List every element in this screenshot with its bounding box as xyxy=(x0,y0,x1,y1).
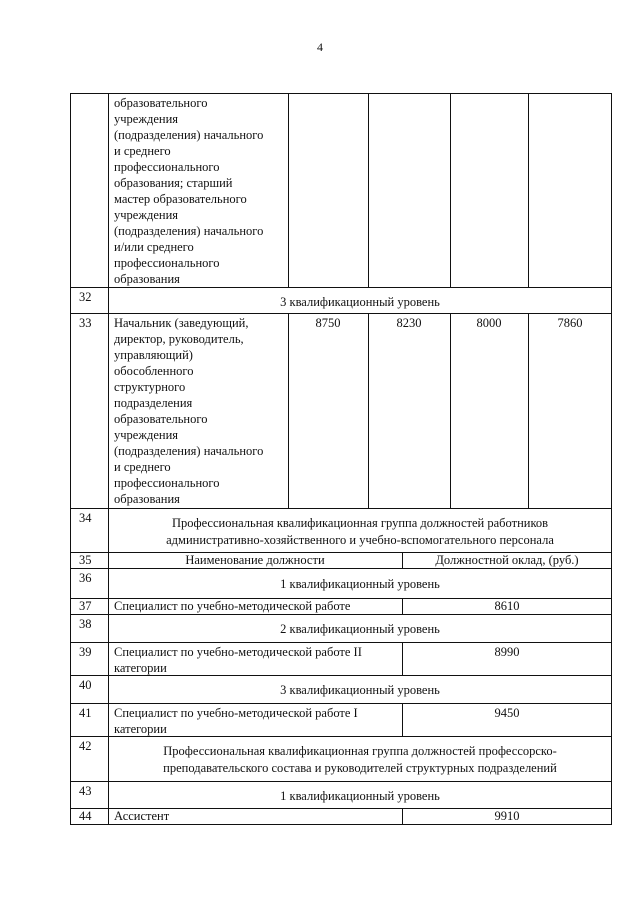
qualification-level: 2 квалификационный уровень xyxy=(280,622,440,636)
qualification-level: 3 квалификационный уровень xyxy=(280,683,440,697)
salary-value: 8230 xyxy=(396,316,422,330)
table-rule xyxy=(70,642,612,643)
table-rule xyxy=(70,824,612,825)
row-number: 41 xyxy=(79,706,92,720)
table-rule xyxy=(611,93,612,825)
table-rule xyxy=(70,568,612,569)
table-rule xyxy=(402,642,403,675)
salary-value: 9450 xyxy=(494,706,520,720)
row-number: 35 xyxy=(79,553,92,567)
column-header-salary: Должностной оклад, (руб.) xyxy=(435,553,579,567)
salary-value: 8990 xyxy=(494,645,520,659)
position-name: Специалист по учебно-методической работе I категории xyxy=(114,706,358,736)
table-rule xyxy=(402,598,403,614)
page-number: 4 xyxy=(317,40,323,54)
salary-value: 8610 xyxy=(494,599,520,613)
table-rule xyxy=(402,703,403,736)
salary-value: 8000 xyxy=(476,316,502,330)
row-number: 32 xyxy=(79,290,92,304)
table-rule xyxy=(402,808,403,824)
table-rule xyxy=(108,93,109,825)
table-rule xyxy=(70,808,612,809)
table-rule xyxy=(70,675,612,676)
table-rule xyxy=(528,313,529,508)
table-rule xyxy=(70,93,612,94)
row-number: 36 xyxy=(79,571,92,585)
qualification-level: 1 квалификационный уровень xyxy=(280,789,440,803)
table-rule xyxy=(70,93,71,825)
row-number: 39 xyxy=(79,645,92,659)
table-rule xyxy=(70,781,612,782)
table-rule xyxy=(450,313,451,508)
position-name: Специалист по учебно-методической работе II категории xyxy=(114,645,362,675)
salary-value: 9910 xyxy=(494,809,520,823)
position-name: образовательного учреждения (подразделения) начального и среднего профессионального образования; старший мастер образовательного учреждения (подразделения) начального и/или среднего профессионального образования xyxy=(114,96,264,286)
row-number: 44 xyxy=(79,809,92,823)
table-rule xyxy=(288,313,289,508)
table-rule xyxy=(368,93,369,287)
salary-value: 7860 xyxy=(557,316,583,330)
qualification-level: 3 квалификационный уровень xyxy=(280,295,440,309)
table-rule xyxy=(70,736,612,737)
position-name: Специалист по учебно-методической работе xyxy=(114,599,351,613)
group-heading: Профессиональная квалификационная группа должностей профессорско- преподавательского состава и руководителей структурных подразделений xyxy=(163,744,557,775)
position-name: Начальник (заведующий, директор, руководитель, управляющий) обособленного структурного подразделения образовательного учреждения (подразделения) начального и среднего профессионального образования xyxy=(114,316,264,506)
table-rule xyxy=(450,93,451,287)
position-name: Ассистент xyxy=(114,809,170,823)
column-header-position: Наименование должности xyxy=(185,553,325,567)
table-rule xyxy=(288,93,289,287)
table-rule xyxy=(70,598,612,599)
row-number: 42 xyxy=(79,739,92,753)
row-number: 34 xyxy=(79,511,92,525)
row-number: 40 xyxy=(79,678,92,692)
row-number xyxy=(70,93,108,287)
row-number: 38 xyxy=(79,617,92,631)
qualification-level: 1 квалификационный уровень xyxy=(280,577,440,591)
table-rule xyxy=(70,614,612,615)
row-number: 37 xyxy=(79,599,92,613)
table-rule xyxy=(70,508,612,509)
table-rule xyxy=(70,313,612,314)
table-rule xyxy=(70,552,612,553)
salary-value: 8750 xyxy=(315,316,341,330)
table-rule xyxy=(528,93,529,287)
table-rule xyxy=(402,552,403,568)
table-rule xyxy=(368,313,369,508)
table-rule xyxy=(70,703,612,704)
row-number: 33 xyxy=(79,316,92,330)
row-number: 43 xyxy=(79,784,92,798)
table-rule xyxy=(70,287,612,288)
group-heading: Профессиональная квалификационная группа должностей работников административно-хозяйственного и учебно-вспомогательного персонала xyxy=(166,516,554,547)
